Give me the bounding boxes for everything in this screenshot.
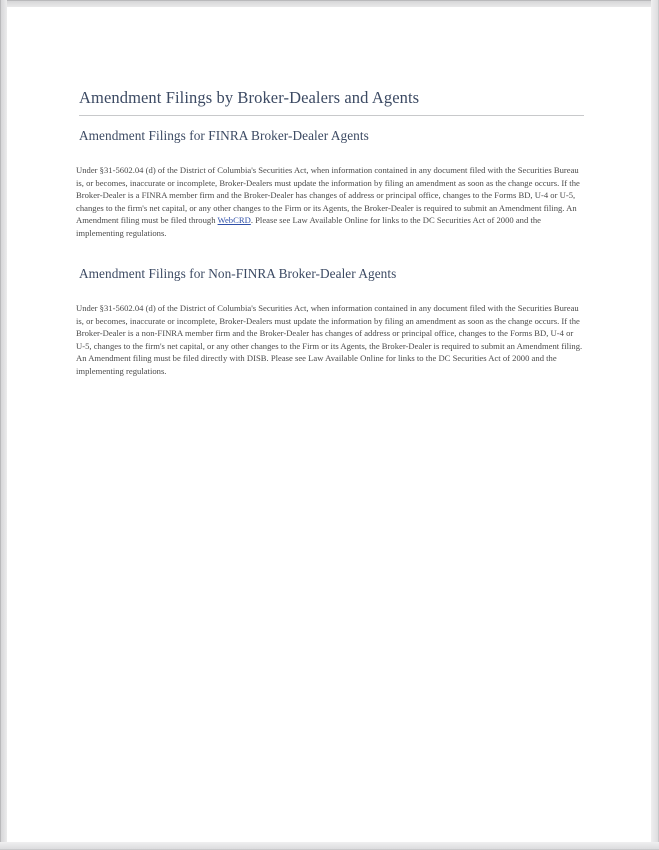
section-body-finra-text-part-2: . Please see Law Available Online for links to the DC Securities Act of 2000 and the implementing regulations.	[76, 215, 541, 239]
section-heading-non-finra: Amendment Filings for Non-FINRA Broker-Dealer Agents	[79, 266, 397, 281]
viewer-edge-top	[0, 0, 659, 7]
section-body-finra-text-part-1: Under §31-5602.04 (d) of the District of Columbia's Securities Act, when information contained in any document filed with the Securities Bureau is, or becomes, inaccurate or incomplete, Broker-Dealers must update the information by filing an amendment as soon as the change occurs. If the Broker-Dealer is a FINRA member firm and the Broker-Dealer has changes of address or principal office, changes to the Forms BD, U-4 or U-5, changes to the firm's net capital, or any other changes to the Firm or its Agents, the Broker-Dealer is required to submit an Amendment filing. An Amendment filing must be filed through	[76, 165, 580, 226]
section-finra	[7, 127, 651, 240]
viewer-edge-bottom	[0, 842, 659, 850]
viewer-edge-right	[651, 0, 659, 850]
section-body-finra	[7, 144, 651, 239]
section-non-finra	[7, 265, 651, 378]
viewer-edge-left	[0, 0, 7, 850]
section-body-non-finra: Under §31-5602.04 (d) of the District of Columbia's Securities Act, when information contained in any document filed with the Securities Bureau is, or becomes, inaccurate or incomplete, Broker-Dealers must update the information by filing an amendment as soon as the change occurs. If the Broker-Dealer is a non-FINRA member firm and the Broker-Dealer has changes of address or principal office, changes to the Forms BD, U-4 or U-5, changes to the firm's net capital, or any other changes to the Firm or its Agents, the Broker-Dealer is required to submit an Amendment filing. An Amendment filing must be filed directly with DISB. Please see Law Available Online for links to the DC Securities Act of 2000 and the implementing regulations.	[76, 303, 583, 377]
document-page	[7, 7, 651, 842]
page-title: Amendment Filings by Broker-Dealers and Agents	[79, 87, 584, 116]
webcrd-link[interactable]: WebCRD	[217, 215, 251, 226]
section-heading-finra: Amendment Filings for FINRA Broker-Dealer Agents	[79, 128, 369, 143]
